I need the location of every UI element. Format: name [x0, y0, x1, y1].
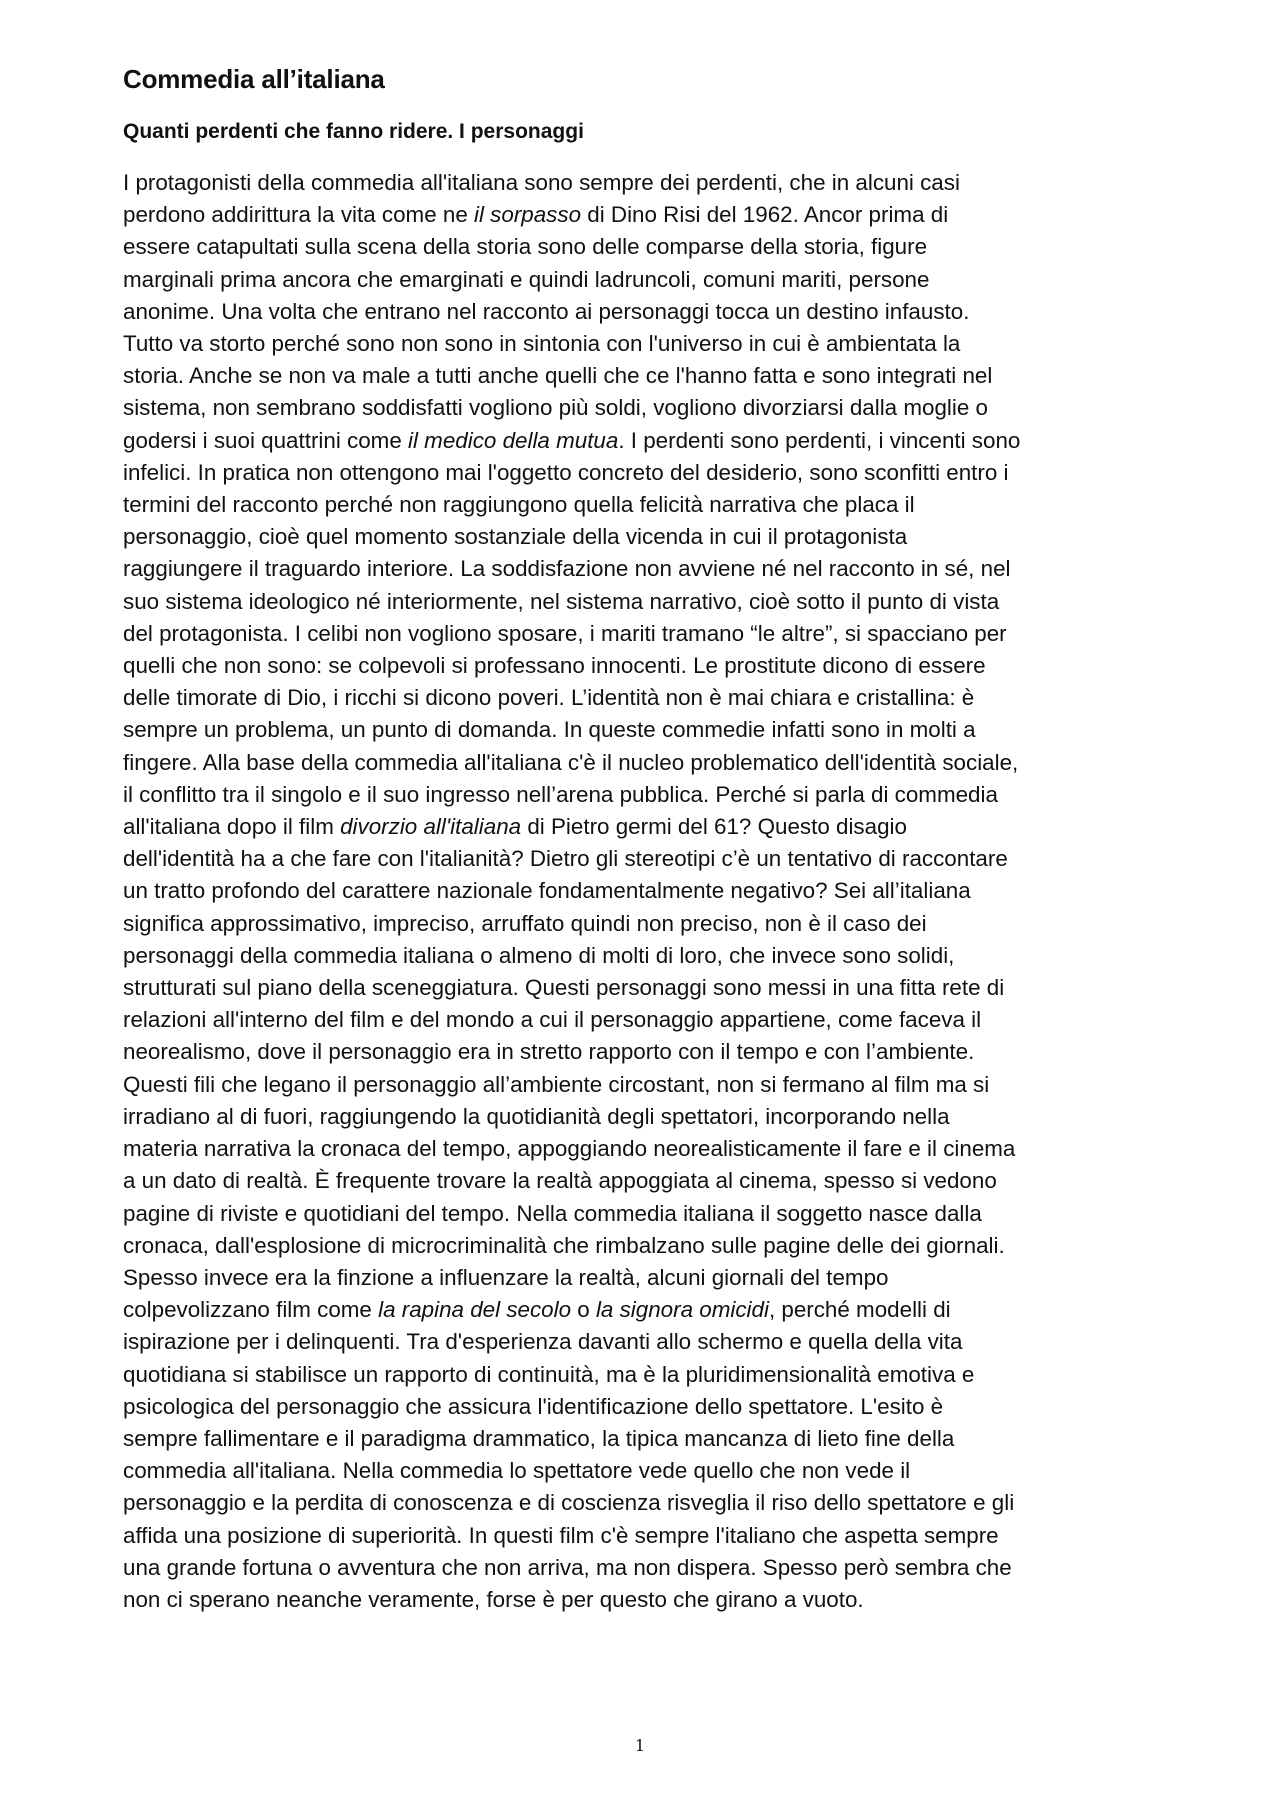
body-paragraph [123, 167, 1183, 1616]
text-segment: perdono addirittura la vita come ne [123, 202, 474, 228]
text-line [123, 521, 1183, 553]
film-title-italic: il sorpasso [474, 202, 582, 228]
text-segment: sistema, non sembrano soddisfatti vogliono più soldi, vogliono divorziarsi dalla moglie o [123, 395, 988, 421]
text-line [123, 1552, 1183, 1584]
text-line [123, 1036, 1183, 1068]
text-line [123, 714, 1183, 746]
text-segment: strutturati sul piano della sceneggiatura. Questi personaggi sono messi in una fitta rete di [123, 975, 1005, 1001]
text-line [123, 1391, 1183, 1423]
text-line [123, 875, 1183, 907]
text-segment: suo sistema ideologico né interiormente, nel sistema narrativo, cioè sotto il punto di vista [123, 588, 1000, 614]
text-segment: infelici. In pratica non ottengono mai l'oggetto concreto del desiderio, sono sconfitti entro i [123, 459, 1009, 485]
text-segment: essere catapultati sulla scena della storia sono delle comparse della storia, figure [123, 234, 928, 260]
text-line [123, 1326, 1183, 1358]
text-segment: relazioni all'interno del film e del mondo a cui il personaggio appartiene, come faceva il [123, 1007, 982, 1033]
text-line [123, 457, 1183, 489]
text-segment: I protagonisti della commedia all'italiana sono sempre dei perdenti, che in alcuni casi [123, 170, 960, 195]
text-segment: all'italiana dopo il film [123, 814, 341, 840]
text-line [123, 747, 1183, 779]
text-line [123, 1133, 1183, 1165]
text-line [123, 1520, 1183, 1552]
text-segment: fingere. Alla base della commedia all'italiana c'è il nucleo problematico dell'identità sociale, [123, 749, 1019, 775]
text-line [123, 553, 1183, 585]
document-title: Commedia all’italiana [123, 64, 385, 94]
text-line [123, 618, 1183, 650]
text-segment: personaggi della commedia italiana o almeno di molti di loro, che invece sono solidi, [123, 942, 955, 968]
text-segment: psicologica del personaggio che assicura l'identificazione dello spettatore. L'esito è [123, 1393, 944, 1419]
text-segment: significa approssimativo, impreciso, arruffato quindi non preciso, non è il caso dei [123, 910, 927, 936]
text-line [123, 811, 1183, 843]
text-segment: , perché modelli di [768, 1297, 951, 1323]
text-line [123, 360, 1183, 392]
text-line [123, 682, 1183, 714]
text-segment: quelli che non sono: se colpevoli si professano innocenti. Le prostitute dicono di essere [123, 653, 986, 679]
text-segment: godersi i suoi quattrini come [123, 427, 408, 453]
text-segment: raggiungere il traguardo interiore. La soddisfazione non avviene né nel racconto in sé, nel [123, 556, 1011, 582]
text-line [123, 1262, 1183, 1294]
text-line [123, 586, 1183, 618]
text-segment: Spesso invece era la finzione a influenzare la realtà, alcuni giornali del tempo [123, 1264, 889, 1290]
text-segment: sempre fallimentare e il paradigma drammatico, la tipica mancanza di lieto fine della [123, 1425, 955, 1451]
text-segment: pagine di riviste e quotidiani del tempo. Nella commedia italiana il soggetto nasce dalla [123, 1200, 982, 1226]
text-segment: Tutto va storto perché sono non sono in sintonia con l'universo in cui è ambientata la [123, 331, 961, 357]
text-line [123, 1455, 1183, 1487]
text-segment: una grande fortuna o avventura che non arriva, ma non dispera. Spesso però sembra che [123, 1554, 1012, 1580]
page-number: 1 [634, 1736, 646, 1755]
text-line [123, 1359, 1183, 1391]
text-segment: dell'identità ha a che fare con l'italianità? Dietro gli stereotipi c’è un tentativo di raccontare [123, 846, 1008, 872]
text-segment: Questi fili che legano il personaggio all’ambiente circostant, non si fermano al film ma si [123, 1071, 990, 1097]
text-segment: marginali prima ancora che emarginati e quindi ladruncoli, comuni mariti, persone [123, 266, 930, 292]
text-segment: affida una posizione di superiorità. In questi film c'è sempre l'italiano che aspetta sempre [123, 1522, 999, 1548]
text-line [123, 908, 1183, 940]
text-line [123, 940, 1183, 972]
text-line [123, 779, 1183, 811]
text-segment: personaggio, cioè quel momento sostanziale della vicenda in cui il protagonista [123, 524, 908, 550]
text-line [123, 1487, 1183, 1519]
text-segment: . I perdenti sono perdenti, i vincenti sono [618, 427, 1021, 453]
text-segment: di Pietro germi del 61? Questo disagio [521, 814, 907, 840]
text-segment: storia. Anche se non va male a tutti anche quelli che ce l'hanno fatta e sono integrati nel [123, 363, 993, 389]
text-line [123, 1198, 1183, 1230]
text-segment: anonime. Una volta che entrano nel racconto ai personaggi tocca un destino infausto. [123, 298, 970, 324]
text-segment: delle timorate di Dio, i ricchi si dicono poveri. L’identità non è mai chiara e cristallina: è [123, 685, 975, 711]
text-line [123, 425, 1183, 457]
text-segment: il conflitto tra il singolo e il suo ingresso nell’arena pubblica. Perché si parla di commedia [123, 781, 998, 807]
text-line [123, 489, 1183, 521]
text-segment: del protagonista. I celibi non vogliono sposare, i mariti tramano “le altre”, si spacciano per [123, 620, 1007, 646]
text-segment: materia narrativa la cronaca del tempo, appoggiando neorealisticamente il fare e il cinema [123, 1136, 1016, 1162]
text-line [123, 328, 1183, 360]
film-title-italic: divorzio all'italiana [340, 814, 522, 840]
text-segment: o [571, 1297, 596, 1323]
text-segment: un tratto profondo del carattere nazionale fondamentalmente negativo? Sei all’italiana [123, 878, 971, 904]
text-line [123, 1165, 1183, 1197]
text-line [123, 296, 1183, 328]
text-segment: di Dino Risi del 1962. Ancor prima di [581, 202, 949, 228]
text-line [123, 1069, 1183, 1101]
text-line [123, 167, 1183, 199]
text-segment: quotidiana si stabilisce un rapporto di continuità, ma è la pluridimensionalità emotiva e [123, 1361, 975, 1387]
text-segment: cronaca, dall'esplosione di microcriminalità che rimbalzano sulle pagine delle dei giornali. [123, 1232, 1005, 1258]
text-line [123, 199, 1183, 231]
text-line [123, 1101, 1183, 1133]
text-line [123, 1230, 1183, 1262]
text-segment: sempre un problema, un punto di domanda. In queste commedie infatti sono in molti a [123, 717, 976, 743]
text-segment: termini del racconto perché non raggiungono quella felicità narrativa che placa il [123, 492, 915, 518]
text-line [123, 1004, 1183, 1036]
text-line [123, 1423, 1183, 1455]
text-line [123, 650, 1183, 682]
film-title-italic: la rapina del secolo [378, 1297, 572, 1323]
film-title-italic: la signora omicidi [595, 1297, 769, 1323]
text-segment: ispirazione per i delinquenti. Tra d'esperienza davanti allo schermo e quella della vita [123, 1329, 963, 1355]
text-segment: non ci sperano neanche veramente, forse è per questo che girano a vuoto. [123, 1586, 864, 1612]
text-segment: irradiano al di fuori, raggiungendo la quotidianità degli spettatori, incorporando nella [123, 1103, 950, 1129]
text-segment: a un dato di realtà. È frequente trovare la realtà appoggiata al cinema, spesso si vedono [123, 1168, 997, 1194]
text-line [123, 972, 1183, 1004]
text-line [123, 1294, 1183, 1326]
text-line [123, 264, 1183, 296]
text-segment: personaggio e la perdita di conoscenza e di coscienza risveglia il riso dello spettatore e gli [123, 1490, 1015, 1516]
text-line [123, 392, 1183, 424]
film-title-italic: il medico della mutua [408, 427, 619, 453]
text-segment: commedia all'italiana. Nella commedia lo spettatore vede quello che non vede il [123, 1458, 911, 1484]
text-segment: neorealismo, dove il personaggio era in stretto rapporto con il tempo e con l’ambiente. [123, 1039, 975, 1065]
text-segment: colpevolizzano film come [123, 1297, 379, 1323]
text-line [123, 1584, 1183, 1616]
text-line [123, 231, 1183, 263]
text-line [123, 843, 1183, 875]
section-heading: Quanti perdenti che fanno ridere. I personaggi [123, 120, 584, 143]
